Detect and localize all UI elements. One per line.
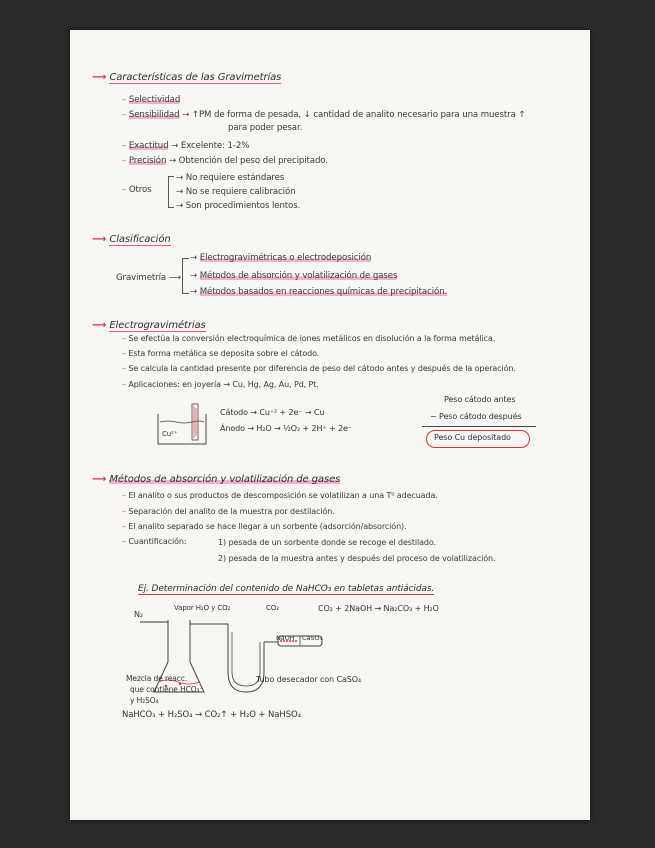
label: Selectividad — [128, 95, 181, 105]
section-heading-caracteristicas — [92, 72, 281, 83]
reaction-top: CO₂ + 2NaOH → Na₂CO₃ + H₂O — [318, 604, 439, 613]
heading-text: Electrogravimétrias — [109, 320, 206, 331]
electro-bullet-3: – Se calcula la cantidad presente por diferencia de peso del cátodo antes y después de la operación. — [122, 364, 516, 373]
heading-text: Ej. Determinación del contenido de NaHCO₃ en tabletas antiácidas. — [138, 584, 435, 594]
label: Sensibilidad — [128, 110, 180, 120]
apparatus-sketch — [128, 602, 378, 712]
calc-peso-antes: Peso cátodo antes — [444, 395, 516, 404]
co2-label: CO₂ — [266, 604, 279, 612]
clasificacion-item-3: → Métodos basados en reacciones químicas de precipitación. — [190, 287, 448, 297]
final-equation: NaHCO₃ + H₂SO₄ → CO₂↑ + H₂O + NaHSO₄ — [122, 710, 301, 720]
otros-item-1: → No requiere estándares — [176, 173, 285, 183]
label: Precisión — [128, 156, 167, 166]
electrolysis-cell-sketch — [154, 400, 214, 450]
absorcion-bullet-1: – El analito o sus productos de descomposición se volatilizan a una T⁰ adecuada. — [122, 491, 438, 500]
label: Exactitud — [128, 141, 169, 151]
value: ↑PM de forma de pesada, ↓ cantidad de analito necesario para una muestra ↑ — [191, 110, 526, 120]
mezcla-line-2: que contiene HCO₃⁻ — [130, 685, 204, 694]
mezcla-line-1: Mezcla de reacc. — [126, 674, 188, 683]
section-heading-electrogravimetrias — [92, 320, 206, 331]
value: Obtención del peso del precipitado. — [178, 156, 328, 166]
n2-label: N₂ — [134, 610, 143, 619]
clasificacion-item-2: → Métodos de absorción y volatilización de gases — [190, 271, 398, 281]
calc-peso-despues: − Peso cátodo después — [430, 412, 522, 421]
calc-divider — [422, 426, 536, 427]
otros-item-2: → No se requiere calibración — [176, 187, 296, 197]
clasificacion-item-1: → Electrogravimétricas o electrodeposición — [190, 253, 372, 263]
arrow-icon: ⟶ — [92, 320, 107, 331]
quant-item-2: 2) pesada de la muestra antes y después del proceso de volatilización. — [218, 554, 496, 563]
absorcion-bullet-3: – El analito separado se hace llegar a un sorbente (adsorción/absorción). — [122, 522, 407, 531]
clasificacion-root: Gravimetría ⟶ — [116, 273, 181, 283]
absorcion-bullet-2: – Separación del analito de la muestra por destilación. — [122, 507, 335, 516]
label: Otros — [128, 185, 152, 195]
item-otros: – Otros — [122, 185, 152, 195]
heading-text: Características de las Gravimetrías — [109, 72, 282, 83]
tubo-label: Tubo desecador con CaSO₄ — [256, 675, 362, 684]
item-selectividad: – Selectividad — [122, 95, 181, 105]
arrow-icon: ⟶ — [92, 474, 107, 485]
catodo-equation: Cátodo → Cu⁺² + 2e⁻ → Cu — [220, 408, 325, 417]
anodo-equation: Ánodo → H₂O → ½O₂ + 2H⁺ + 2e⁻ — [220, 424, 353, 433]
electro-bullet-4: – Aplicaciones: en joyería → Cu, Hg, Ag, Au, Pd, Pt. — [122, 380, 319, 389]
otros-item-3: → Son procedimientos lentos. — [176, 201, 301, 211]
vapor-label: Vapor H₂O y CO₂ — [174, 604, 231, 612]
example-heading — [138, 584, 434, 594]
cation-label: Cu²⁺ — [162, 430, 178, 438]
value: Excelente: 1-2% — [180, 141, 250, 151]
arrow-icon: ⟶ — [92, 72, 107, 83]
item-sensibilidad-cont — [228, 123, 302, 133]
absorcion-bullet-4: – Cuantificación: — [122, 537, 187, 546]
item-precision: – Precisión → Obtención del peso del precipitado. — [122, 156, 328, 166]
electro-bullet-2: – Esta forma metálica se deposita sobre el cátodo. — [122, 349, 320, 358]
value: para poder pesar. — [228, 123, 303, 133]
arrow-icon: ⟶ — [92, 234, 107, 245]
brace — [168, 176, 174, 208]
notebook-page — [70, 30, 590, 820]
calc-peso-depositado: Peso Cu depositado — [434, 433, 511, 442]
heading-text: Métodos de absorción y volatilización de gases — [109, 474, 341, 485]
naoh-label: NaOH — [276, 634, 295, 642]
quant-item-1: 1) pesada de un sorbente donde se recoge el destilado. — [218, 538, 437, 547]
mezcla-line-3: y H₂SO₄ — [130, 696, 159, 705]
section-heading-absorcion — [92, 474, 340, 485]
heading-text: Clasificación — [109, 234, 171, 245]
item-sensibilidad: – Sensibilidad → ↑PM de forma de pesada, ↓ cantidad de analito necesario para una muestra ↑ — [122, 110, 526, 120]
section-heading-clasificacion — [92, 234, 171, 245]
caso4-label: CaSO₄ — [302, 634, 322, 642]
brace — [182, 258, 189, 294]
item-exactitud: – Exactitud → Excelente: 1-2% — [122, 141, 250, 151]
electro-bullet-1: – Se efectúa la conversión electroquímica de iones metálicos en disolución a la forma metálica. — [122, 334, 496, 343]
